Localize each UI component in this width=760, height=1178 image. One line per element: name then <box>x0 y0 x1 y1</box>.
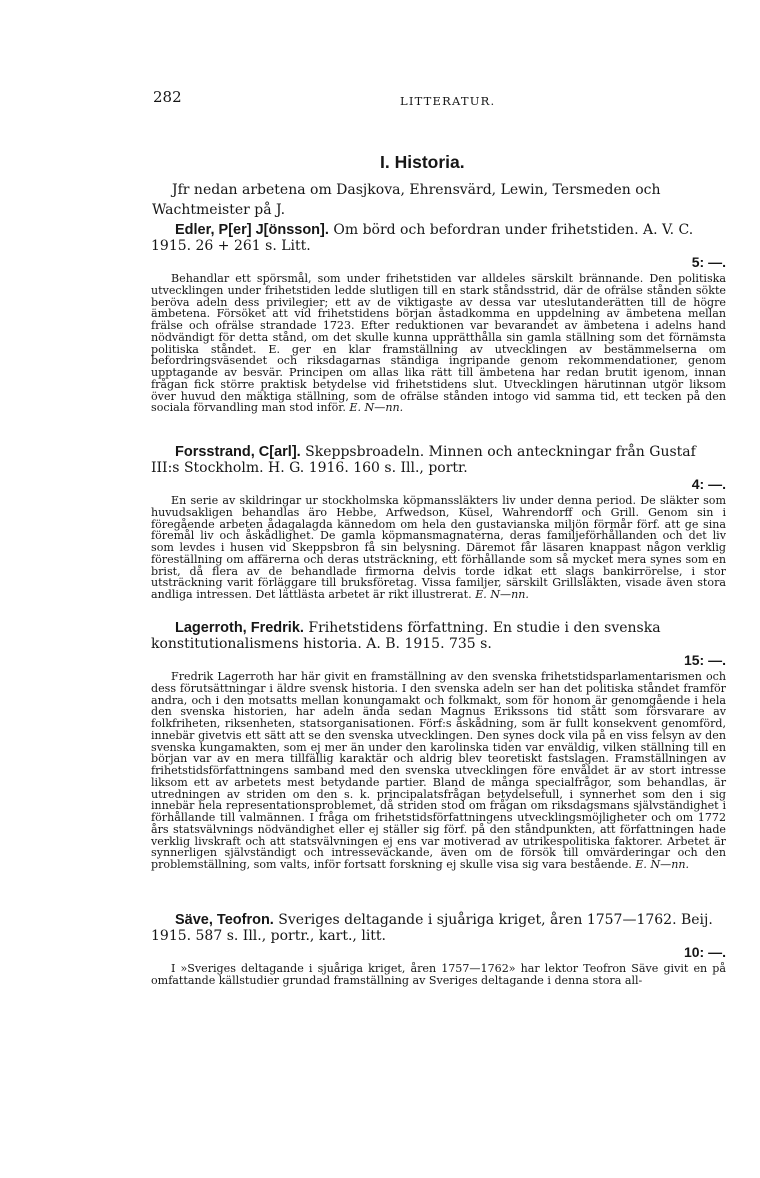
page-number: 282 <box>153 88 182 106</box>
entry-price: 4: —. <box>691 476 726 492</box>
entry-signature: E. N—nn. <box>475 588 529 601</box>
section-intro: Jfr nedan arbetena om Dasjkova, Ehrensvärd, Lewin, Tersmeden och Wachtmeister på J. <box>152 182 661 218</box>
entry-author: Forsstrand, C[arl]. <box>175 444 301 460</box>
entry-signature: E. N—nn. <box>349 401 404 415</box>
running-title: LITTERATUR. <box>400 94 496 108</box>
entry-price-line <box>151 944 726 960</box>
page-header <box>153 88 718 112</box>
entry-author: Edler, P[er] J[önsson]. <box>175 222 329 238</box>
entry-save <box>151 912 726 987</box>
entry-title: Sveriges deltagande i sjuåriga kriget, åren 1757—1762. Beij. 1915. 587 s. Ill., portr., kart., litt. <box>151 912 713 944</box>
entry-price: 15: —. <box>683 652 726 668</box>
entry-signature: E. N—nn. <box>635 858 690 871</box>
entry-price-line <box>151 476 726 492</box>
entry-review <box>151 671 726 871</box>
section-title: I. Historia. <box>380 152 465 172</box>
entry-lagerroth <box>151 620 726 871</box>
entry-review-text: Behandlar ett spörsmål, som under frihetstiden var alldeles särskilt brännande. Den politiska utvecklingen under frihetstiden ledde slutligen till en stark ståndsstrid, där de ofrälse stånden sökte beröva adeln dess privilegier; ett av de viktigaste av dessa var uteslutanderätten till de högre ämbetena. Försöket att vid frihetstidens början åstadkomma en uppdelning av ämbetena mellan frälse och ofrälse strandade 1723. Efter reduktionen var bevarandet av ämbetena i adelns hand nödvändigt för detta stånd, om det skulle kunna upprätthålla sin gamla ställning som det förnämsta politiska ståndet. E. ger en klar framställning av utvecklingen av bestämmelserna om befordringsväsendet och riksdagarnas ständiga ingripande genom rekommendationer, genom upptagande av besvär. Principen om allas lika rätt till ämbetena har redan brutit igenom, innan frågan fick större praktisk betydelse vid frihetstidens slut. Utvecklingen härutinnan utgör liksom över huvud den mäktiga ställning, som de ofrälse stånden intogo vid samma tid, ett tecken på den sociala förvandling man stod inför. <box>151 272 726 415</box>
entry-forsstrand <box>151 444 726 601</box>
entry-reference <box>151 620 726 652</box>
entry-title: Skeppsbroadeln. Minnen och anteckningar från Gustaf III:s Stockholm. H. G. 1916. 160 s. Ill., portr. <box>151 444 696 476</box>
entry-edler <box>151 222 726 414</box>
entry-title: Om börd och befordran under frihetstiden. A. V. C. 1915. 26 + 261 s. Litt. <box>151 222 694 254</box>
entry-reference <box>151 444 726 476</box>
entry-price: 5: —. <box>691 254 726 270</box>
entry-review-text: Fredrik Lagerroth har här givit en framställning av den svenska frihetstidsparlamentarismen och dess förutsättningar i äldre svensk historia. I den svenska adeln ser han det politiska ståndet framför andra, och i den motsatts mellan konungamakt och folkmakt, som för honom är genomgående i hela den svenska historien, har adeln ända sedan Magnus Erikssons tid stått som försvarare av folkfriheten, riksenheten, statsorganisationen. Förf:s åskådning, som är fullt konsekvent genomförd, innebär givetvis ett sätt att se den svenska utvecklingen. Den synes dock vila på en viss felsyn av den svenska kungamakten, som ej mer än under den karolinska tiden var enväldig, vilken ställning till en början var av en mera tillfällig karaktär och aldrig blev teoretiskt fastslagen. Framställningen av frihetstidsförfattningens samband med den svenska utvecklingen före envåldet är av stort intresse liksom ett av arbetets mest betydande partier. Bland de många specialfrågor, som behandlas, är utredningen av striden om den s. k. principalatsfrågan betydelsefull, i synnerhet som den i sig innebär hela representationsproblemet, då striden stod om frågan om riksdagsmans självständighet i förhållande till valmännen. I fråga om frihetstidsförfattningens utvecklingsmöjligheter och om 1772 års statsvälvnings nödvändighet eller ej ställer sig förf. på den ståndpunkten, att författningen hade verklig livskraft och att statsvälvningen ej ens var motiverad av utrikespolitiska faktorer. Arbetet är synnerligen självständigt och intresseväckande, även om de försök till omvärderingar och den problemställning, som valts, inför fortsatt forskning ej skulle visa sig vara bestående. <box>151 670 726 871</box>
entry-price: 10: —. <box>683 944 726 960</box>
entry-review <box>151 273 726 414</box>
entry-title: Frihetstidens författning. En studie i den svenska konstitutionalismens historia. A. B. 1915. 735 s. <box>151 620 661 652</box>
entry-author: Säve, Teofron. <box>175 912 274 928</box>
entry-price-line <box>151 652 726 668</box>
entry-price-line <box>151 254 726 270</box>
entry-author: Lagerroth, Fredrik. <box>175 620 304 636</box>
entry-review <box>151 495 726 601</box>
entry-review-text: I »Sveriges deltagande i sjuåriga kriget, åren 1757—1762» har lektor Teofron Säve givit en på omfattande källstudier grundad framställning av Sveriges deltagande i denna stora all- <box>151 962 726 987</box>
entry-review <box>151 963 726 987</box>
entry-reference <box>151 912 726 944</box>
entry-review-text: En serie av skildringar ur stockholmska köpmanssläkters liv under denna period. De släkter som huvudsakligen behandlas äro Hebbe, Arfwedson, Küsel, Wahrendorff och Grill. Genom sin i föregående arbeten ådagalagda kännedom om hela den gustavianska miljön förmår förf. att ge sina föremål liv och åskådlighet. De gamla köpmansmagnaterna, deras familjeförhållanden och det liv som levdes i husen vid Skeppsbron få sin belysning. Däremot får läsaren knappast någon verklig föreställning om affärerna och deras utsträckning, ett förhållande som så mycket mera synes som en brist, då flera av de behandlade firmorna delvis torde idkat ett slags bankirrörelse, i stor utsträckning varit förläggare till bruksföretag. Vissa familjer, särskilt Grillsläkten, visade även stora andliga intressen. Det lättlästa arbetet är rikt illustrerat. <box>151 494 726 601</box>
entry-reference <box>151 222 726 254</box>
